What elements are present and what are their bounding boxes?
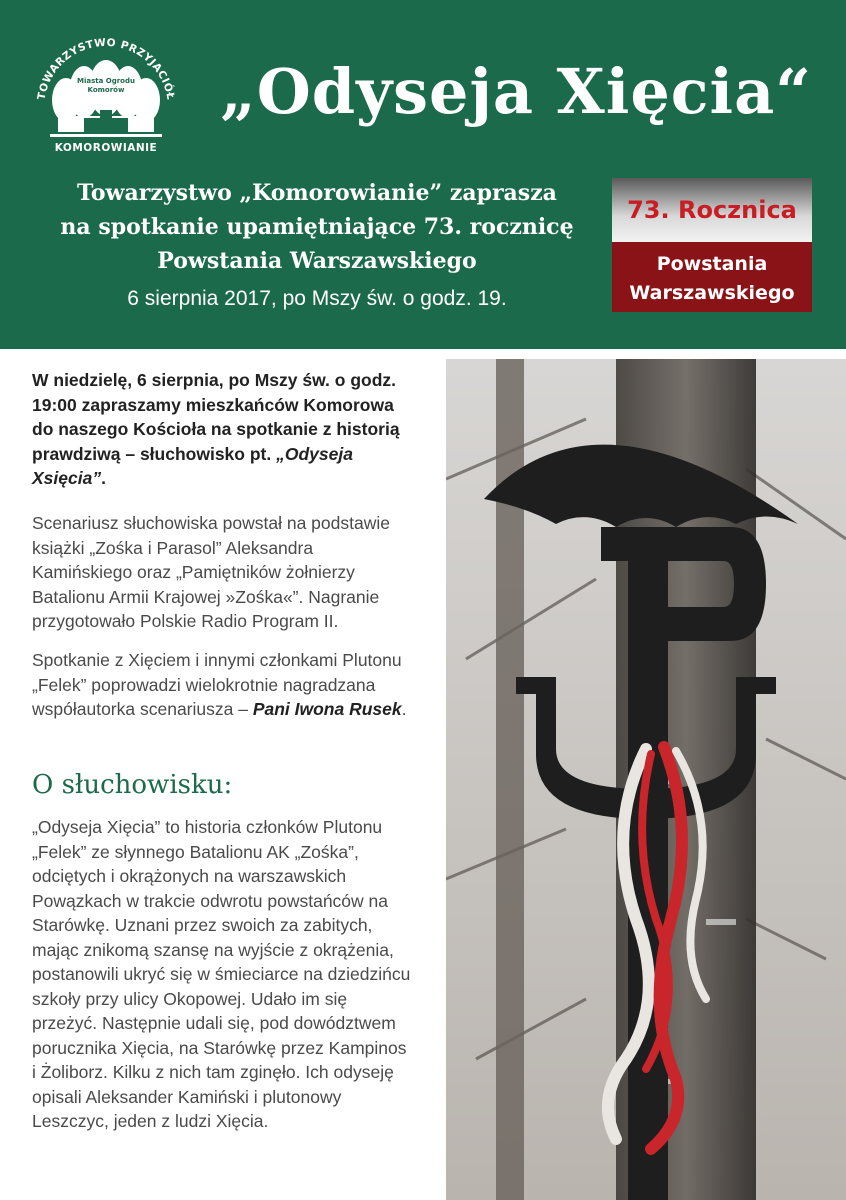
paragraph-2-end: . <box>401 699 407 719</box>
lead-paragraph <box>32 368 412 491</box>
logo-arc-text: TOWARZYSTWO PRZYJACIÓŁ <box>35 36 177 101</box>
subtitle-line-3: Powstania Warszawskiego <box>157 248 477 274</box>
logo-inner-line2: Komorów <box>87 86 125 94</box>
page-title: „Odyseja Xięcia“ <box>220 55 812 128</box>
badge-lines <box>612 250 812 308</box>
speaker-name: Pani Iwona Rusek <box>252 699 402 719</box>
memorial-photo <box>446 359 846 1200</box>
paragraph-2-text: Spotkanie z Xięciem i innymi członkami Plutonu „Felek” poprowadzi wielokrotnie nagradzana współautorka scenariusza – <box>32 650 402 719</box>
paragraph-1: Scenariusz słuchowiska powstał na podstawie książki „Zośka i Parasol” Aleksandra Kamińskiego oraz „Pamiętników żołnierzy Batalionu Armii Krajowej »Zośka«”. Nagranie przygotowało Polskie Radio Program II. <box>32 513 390 631</box>
anniversary-badge <box>612 178 812 312</box>
subtitle-line-1: Towarzystwo „Komorowianie” zaprasza <box>77 180 557 206</box>
event-date: 6 sierpnia 2017, po Mszy św. o godz. 19. <box>127 287 507 310</box>
lead-text: W niedzielę, 6 sierpnia, po Mszy św. o godz. 19:00 zapraszamy mieszkańców Komorowa do naszego Kościoła na spotkanie z historią prawdziwą – słuchowisko pt. <box>32 370 400 464</box>
lead-end: . <box>101 468 106 488</box>
paragraph-3: „Odyseja Xięcia” to historia członków Plutonu „Felek” ze słynnego Batalionu AK „Zośka”, odciętych i okrążonych na warszawskich Powązkach w trakcie odwrotu powstańców na Starówkę. Uznani przez swoich za zabitych, mając znikomą szansę na wyjście z okrążenia, postanowili ukryć się w śmieciarce na dziedzińcu szkoły przy ulicy Okopowej. Udało im się przeżyć. Następnie udali się, pod dowództwem porucznika Xięcia, na Starówkę przez Kampinos i Żoliborz. Kilku z nich tam zginęło. Ich odyseję opisali Aleksander Kamiński i plutonowy Leszczyc, jeden z ludzi Xięcia. <box>32 817 411 1131</box>
logo-bottom-text: KOMOROWIANIE <box>54 142 158 154</box>
logo <box>26 30 186 160</box>
badge-line-1: 73. Rocznica <box>627 196 797 224</box>
logo-inner-line1: Miasta Ogrodu <box>77 77 135 85</box>
header-banner <box>0 0 846 349</box>
lead-title: „Odyseja Xsięcia” <box>32 443 353 488</box>
badge-line-2: Powstania <box>656 253 768 275</box>
subtitle-line-2: na spotkanie upamiętniające 73. rocznicę <box>60 214 574 240</box>
paragraph-2 <box>32 648 412 722</box>
section-heading: O słuchowisku: <box>32 770 233 800</box>
badge-line-3: Warszawskiego <box>629 282 795 304</box>
